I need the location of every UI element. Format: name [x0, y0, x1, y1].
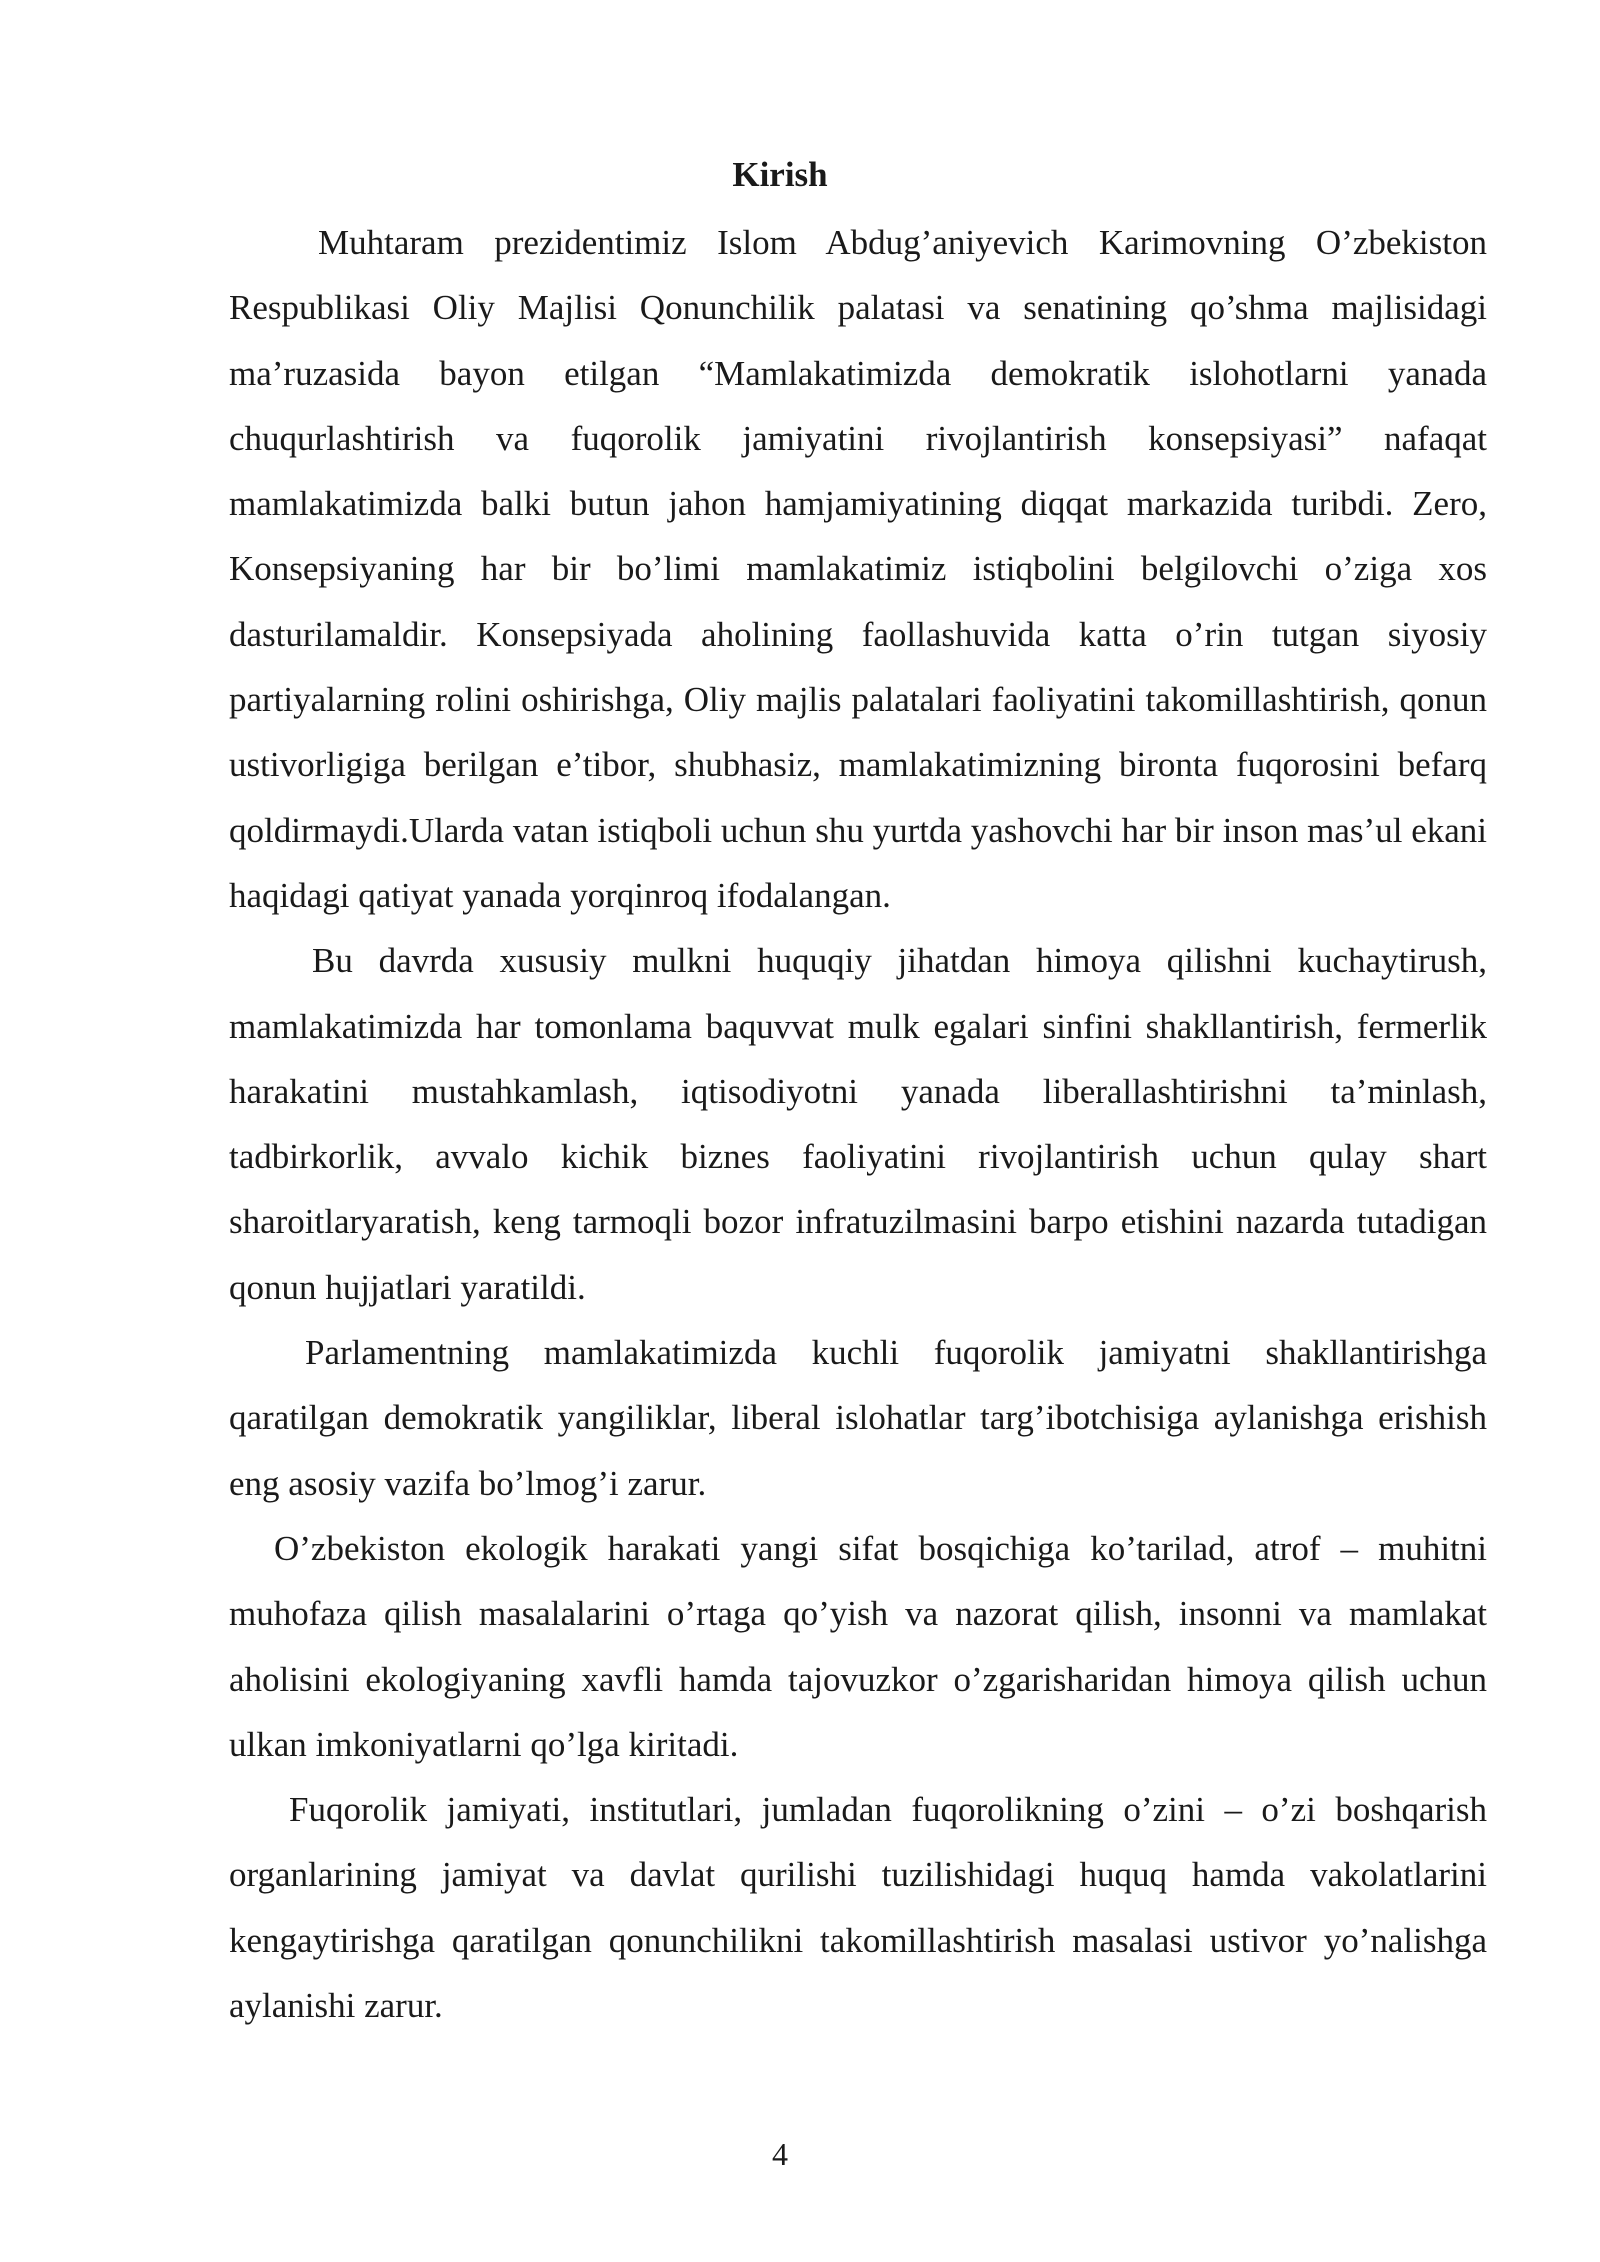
- paragraph: Parlamentning mamlakatimizda kuchli fuqorolik jamiyatni shakllantirishga qaratilgan demokratik yangiliklar, liberal islohatlar targ’ibotchisiga aylanishga erishish eng asosiy vazifa bo’lmog’i zarur.: [229, 1333, 1487, 1503]
- paragraph: Bu davrda xususiy mulkni huquqiy jihatdan himoya qilishni kuchaytirush, mamlakatimizda har tomonlama baquvvat mulk egalari sinfini shakllantirish, fermerlik harakatini mustahkamlash, iqtisodiyotni yanada liberallashtirishni ta’minlash, tadbirkorlik, avvalo kichik biznes faoliyatini rivojlantirish uchun qulay shart sharoitlaryaratish, keng tarmoqli bozor infratuzilmasini barpo etishini nazarda tutadigan qonun hujjatlari yaratildi.: [229, 941, 1487, 1307]
- paragraph: Muhtaram prezidentimiz Islom Abdug’aniyevich Karimovning O’zbekiston Respublikasi Oliy Majlisi Qonunchilik palatasi va senatining qo’shma majlisidagi ma’ruzasida bayon etilgan “Mamlakatimizda demokratik islohotlarni yanada chuqurlashtirish va fuqorolik jamiyatini rivojlantirish konsepsiyasi” nafaqat mamlakatimizda balki butun jahon hamjamiyatining diqqat markazida turibdi. Zero, Konsepsiyaning har bir bo’limi mamlakatimiz istiqbolini belgilovchi o’ziga xos dasturilamaldir. Konsepsiyada aholining faollashuvida katta o’rin tutgan siyosiy partiyalarning rolini oshirishga, Oliy majlis palatalari faoliyatini takomillashtirish, qonun ustivorligiga berilgan e’tibor, shubhasiz, mamlakatimizning bironta fuqorosini befarq qoldirmaydi.Ularda vatan istiqboli uchun shu yurtda yashovchi har bir inson mas’ul ekani haqidagi qatiyat yanada yorqinroq ifodalangan.: [229, 223, 1487, 915]
- body-text: [229, 210, 1487, 2038]
- paragraph: O’zbekiston ekologik harakati yangi sifat bosqichiga ko’tarilad, atrof – muhitni muhofaza qilish masalalarini o’rtaga qo’yish va nazorat qilish, insonni va mamlakat aholisini ekologiyaning xavfli hamda tajovuzkor o’zgarisharidan himoya qilish uchun ulkan imkoniyatlarni qo’lga kiritadi.: [229, 1528, 1487, 1764]
- page-number: 4: [772, 2136, 788, 2172]
- paragraph: Fuqorolik jamiyati, institutlari, jumladan fuqorolikning o’zini – o’zi boshqarish organlarining jamiyat va davlat qurilishi tuzilishidagi huquq hamda vakolatlarini kengaytirishga qaratilgan qonunchilikni takomillashtirish masalasi ustivor yo’nalishga aylanishi zarur.: [229, 1790, 1487, 2026]
- page-title: Kirish: [732, 155, 828, 194]
